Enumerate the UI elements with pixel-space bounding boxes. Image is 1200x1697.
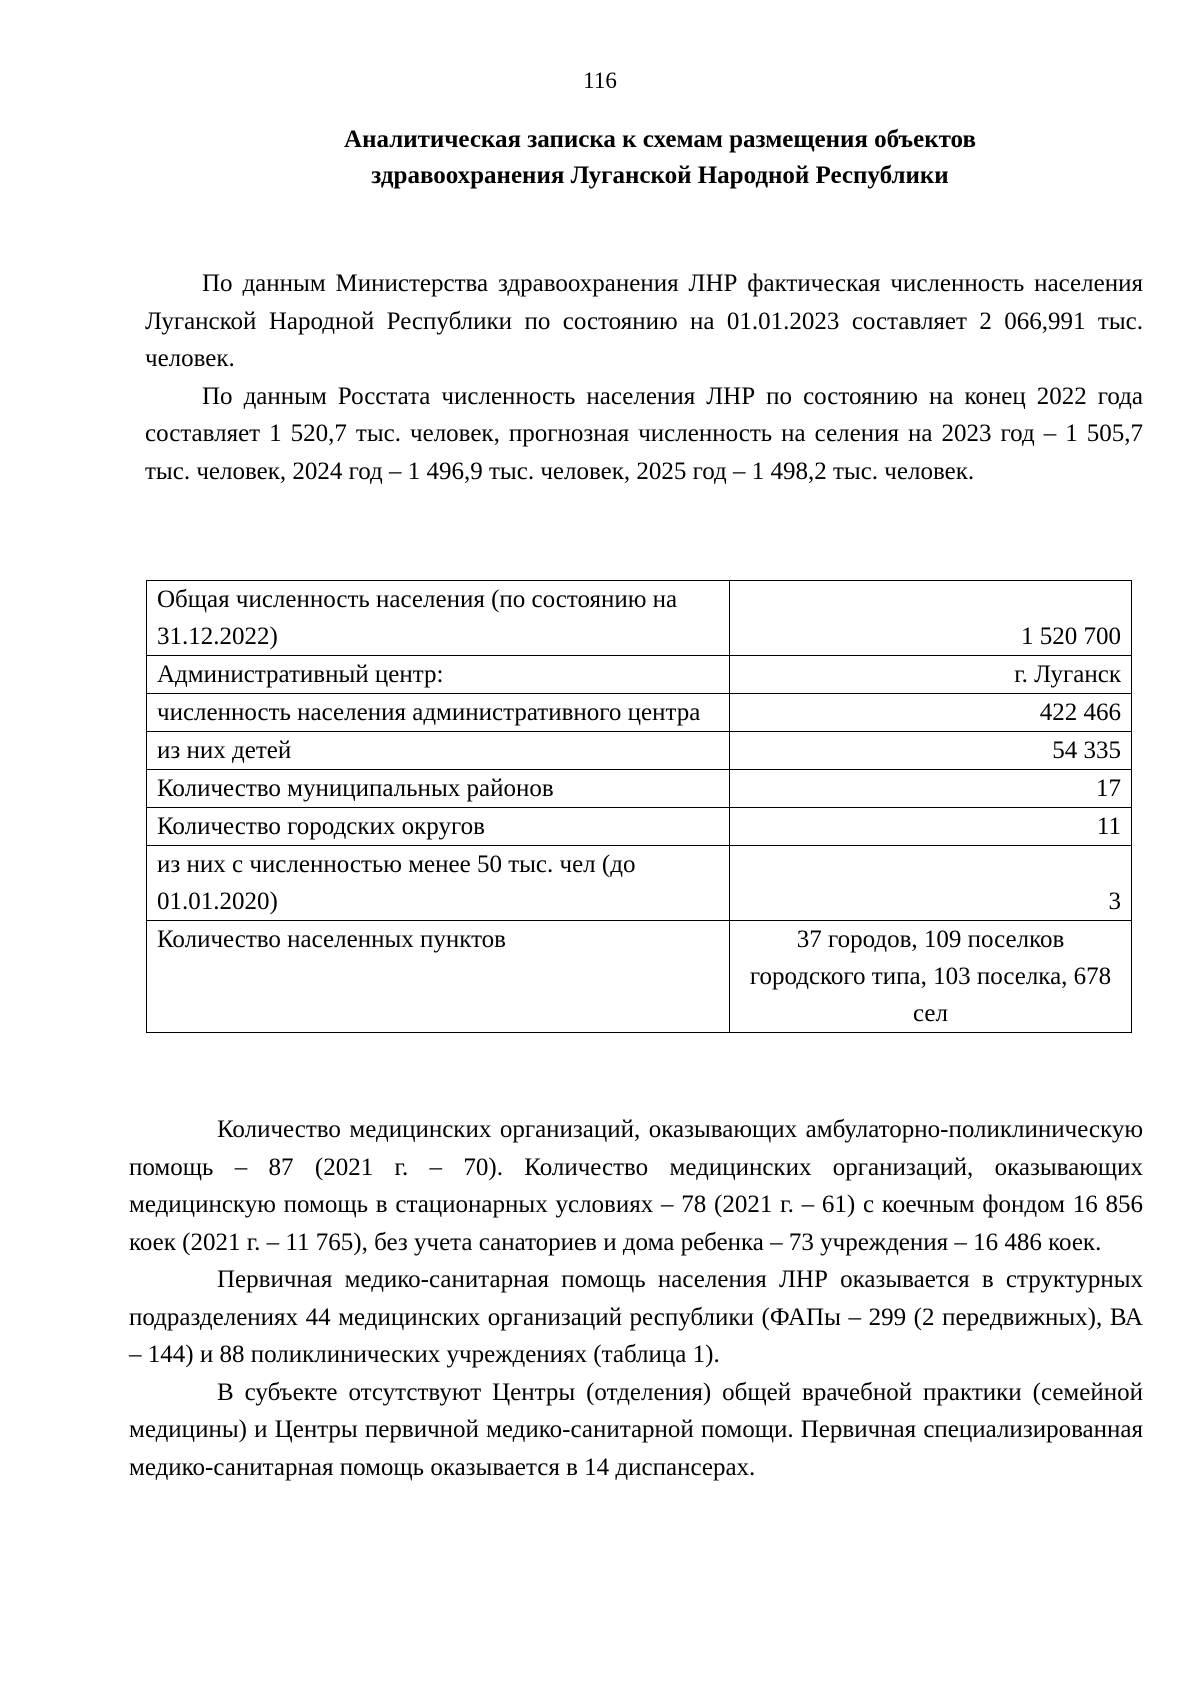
- table-row: [147, 808, 1132, 846]
- table-cell-label: Количество населенных пунктов: [147, 921, 730, 1033]
- table-cell-label: численность населения административного центра: [147, 694, 730, 732]
- table-cell-label: из них детей: [147, 732, 730, 770]
- table-row: [147, 694, 1132, 732]
- table-cell-label: Административный центр:: [147, 656, 730, 694]
- table-cell-value: 37 городов, 109 поселков городского типа, 103 поселка, 678 сел: [730, 921, 1132, 1033]
- table-cell-value: 3: [730, 846, 1132, 921]
- title-line-1: Аналитическая записка к схемам размещения объектов: [344, 126, 976, 153]
- title-line-2: здравоохранения Луганской Народной Республики: [371, 162, 949, 189]
- table-row: [147, 732, 1132, 770]
- table-cell-value: 422 466: [730, 694, 1132, 732]
- table-cell-value: г. Луганск: [730, 656, 1132, 694]
- table-row: [147, 846, 1132, 921]
- body-paragraph-3: В субъекте отсутствуют Центры (отделения) общей врачебной практики (семейной медицины) и Центры первичной медико-санитарной помощи. Первичная специализированная медико-санитарная помощь оказывается в 14 диспансерах.: [129, 1378, 1143, 1481]
- table-cell-label: Количество муниципальных районов: [147, 770, 730, 808]
- table-cell-value: 54 335: [730, 732, 1132, 770]
- intro-paragraph-1: По данным Министерства здравоохранения ЛНР фактическая численность населения Луганской Народной Республики по состоянию на 01.01.2023 составляет 2 066,991 тыс. человек.: [145, 270, 1143, 372]
- table-cell-value: 1 520 700: [730, 581, 1132, 656]
- intro-paragraph-2: По данным Росстата численность населения ЛНР по состоянию на конец 2022 года составляет 1 520,7 тыс. человек, прогнозная численность на селения на 2023 год – 1 505,7 тыс. человек, 2024 год – 1 496,9 тыс. человек, 2025 год – 1 498,2 тыс. человек.: [145, 382, 1143, 485]
- table-cell-label: Общая численность населения (по состоянию на 31.12.2022): [147, 581, 730, 656]
- population-table: [146, 580, 1132, 1033]
- intro-block: [145, 265, 1143, 490]
- table-cell-value: 17: [730, 770, 1132, 808]
- table-row: [147, 921, 1132, 1033]
- table-row: [147, 656, 1132, 694]
- page-number: 116: [583, 68, 617, 93]
- table-cell-label: Количество городских округов: [147, 808, 730, 846]
- body-paragraph-1: Количество медицинских организаций, оказывающих амбулаторно-поликлиническую помощь – 87 (2021 г. – 70). Количество медицинских организаций, оказывающих медицинскую помощь в стационарных условиях – 78 (2021 г. – 61) с коечным фондом 16 856 коек (2021 г. – 11 765), без учета санаториев и дома ребенка – 73 учреждения – 16 486 коек.: [129, 1116, 1143, 1256]
- table-row: [147, 581, 1132, 656]
- table-row: [147, 770, 1132, 808]
- document-title: [200, 122, 1120, 194]
- table-cell-value: 11: [730, 808, 1132, 846]
- table-cell-label: из них с численностью менее 50 тыс. чел (до 01.01.2020): [147, 846, 730, 921]
- body-paragraph-2: Первичная медико-санитарная помощь населения ЛНР оказывается в структурных подразделениях 44 медицинских организаций республики (ФАПы – 299 (2 передвижных), ВА – 144) и 88 поликлинических учреждениях (таблица 1).: [129, 1266, 1143, 1368]
- body-block: [129, 1111, 1143, 1486]
